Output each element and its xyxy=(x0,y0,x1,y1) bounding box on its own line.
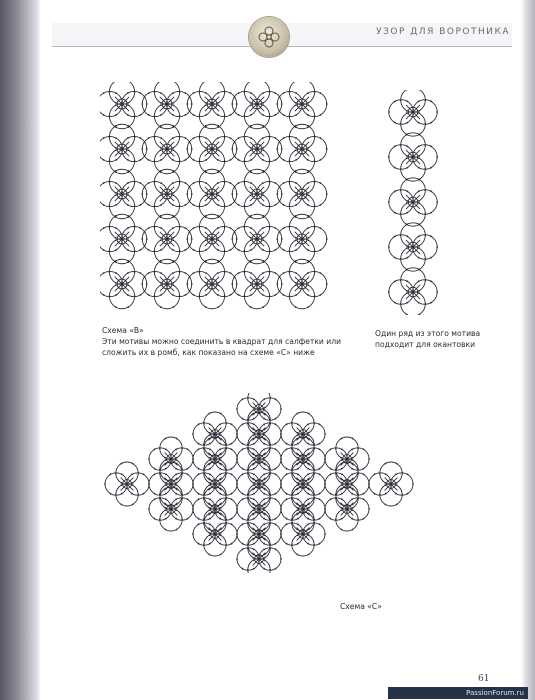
tatting-motif xyxy=(100,124,148,174)
tatting-motif xyxy=(388,133,438,181)
tatting-motif xyxy=(276,169,327,219)
scheme-b-title: Схема «В» xyxy=(102,326,144,335)
tatting-motif xyxy=(100,259,148,309)
tatting-motif xyxy=(100,82,148,129)
running-header-title: УЗОР ДЛЯ ВОРОТНИКА xyxy=(376,27,510,37)
border-strip-diagram xyxy=(381,90,445,315)
scheme-c-title: Схема «С» xyxy=(340,602,382,611)
tatting-motif xyxy=(186,259,237,309)
tatting-motif xyxy=(100,214,148,264)
tatting-motif xyxy=(231,169,282,219)
book-gutter xyxy=(0,0,40,700)
tatting-emblem-icon xyxy=(249,17,289,57)
tatting-motif xyxy=(388,90,438,136)
scheme-b-description: Эти мотивы можно соединить в квадрат для салфетки или сложить их в ромб, как показано на схеме «С» ниже xyxy=(102,337,342,357)
tatting-motif xyxy=(141,82,192,129)
tatting-motif xyxy=(388,178,438,226)
tatting-motif xyxy=(231,124,282,174)
tatting-motif xyxy=(231,82,282,129)
tatting-motif xyxy=(236,537,282,573)
tatting-motif xyxy=(388,223,438,271)
tatting-motif xyxy=(104,462,150,506)
tatting-motif xyxy=(141,259,192,309)
tatting-motif xyxy=(186,82,237,129)
tatting-motif xyxy=(276,124,327,174)
tatting-motif xyxy=(186,169,237,219)
tatting-motif xyxy=(231,214,282,264)
page-edge xyxy=(521,0,535,700)
page-number: 61 xyxy=(478,674,490,684)
tatting-motif xyxy=(186,214,237,264)
tatting-motif xyxy=(141,124,192,174)
tatting-motif xyxy=(276,214,327,264)
tatting-motif xyxy=(276,82,327,129)
tatting-motif xyxy=(368,462,414,506)
tatting-motif xyxy=(141,214,192,264)
scheme-c-rhombus-diagram xyxy=(64,393,454,573)
scheme-b-square-diagram xyxy=(100,82,330,312)
tatting-motif xyxy=(100,169,148,219)
site-watermark: PassionForum.ru xyxy=(388,687,528,699)
tatting-motif xyxy=(231,259,282,309)
tatting-motif xyxy=(276,259,327,309)
tatting-motif xyxy=(186,124,237,174)
border-strip-description: Один ряд из этого мотива подходит для окантовки xyxy=(375,329,481,349)
tatting-motif xyxy=(141,169,192,219)
tatting-motif xyxy=(388,268,438,315)
